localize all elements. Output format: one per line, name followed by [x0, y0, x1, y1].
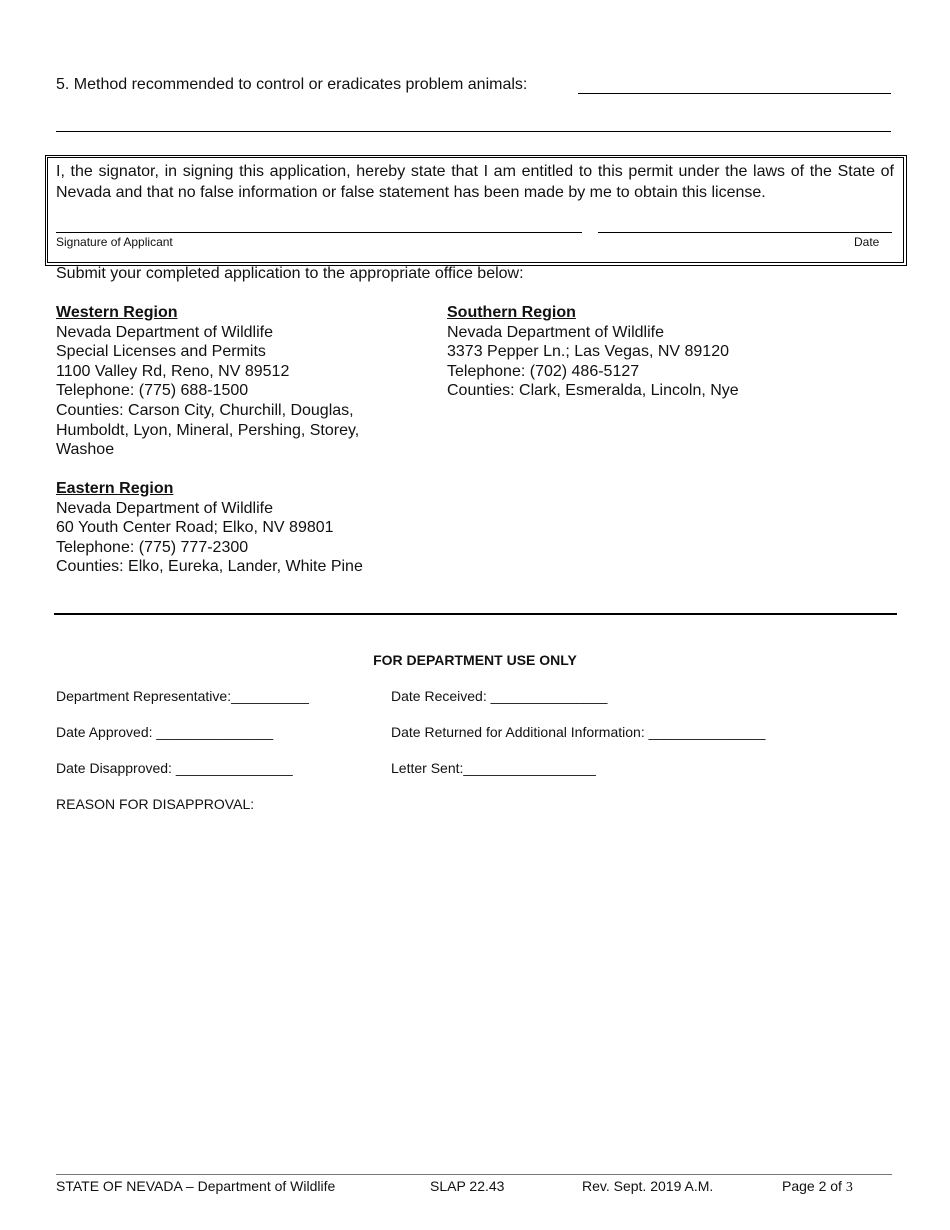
western-region-line: Special Licenses and Permits: [56, 343, 266, 361]
date-received-field[interactable]: Date Received: _______________: [391, 688, 608, 704]
question-5-answer-line[interactable]: [578, 93, 891, 94]
western-region-block: [56, 303, 401, 460]
footer-revision: Rev. Sept. 2019 A.M.: [582, 1178, 714, 1194]
footer-page-prefix: Page 2 of: [782, 1178, 846, 1194]
southern-region-line: Telephone: (702) 486-5127: [447, 362, 640, 380]
southern-region-counties: Counties: Clark, Esmeralda, Lincoln, Nye: [447, 382, 739, 400]
signature-label: Signature of Applicant: [56, 235, 173, 249]
western-region-line: Telephone: (775) 688-1500: [56, 382, 249, 400]
western-region-counties: Counties: Carson City, Churchill, Douglas, Humboldt, Lyon, Mineral, Pershing, Storey, Washoe: [56, 401, 360, 459]
date-label: Date: [854, 235, 880, 249]
southern-region-block: [447, 303, 807, 401]
footer-page-total: 3: [845, 1180, 853, 1195]
eastern-region-counties: Counties: Elko, Eureka, Lander, White Pine: [56, 558, 363, 576]
signature-line[interactable]: [56, 232, 582, 233]
footer-rule: [56, 1174, 892, 1175]
date-approved-field[interactable]: Date Approved: _______________: [56, 724, 274, 740]
western-region-line: 1100 Valley Rd, Reno, NV 89512: [56, 362, 290, 380]
footer-page-number: [782, 1178, 853, 1196]
declaration-text: I, the signator, in signing this application, hereby state that I am entitled to this permit under the laws of the State of Nevada and that no false information or false statement has been made by me to obtain this license.: [56, 163, 894, 201]
footer-form-code: SLAP 22.43: [430, 1178, 505, 1194]
western-region-line: Nevada Department of Wildlife: [56, 323, 273, 341]
question-5-answer-line-2[interactable]: [56, 131, 891, 132]
department-representative-field[interactable]: Department Representative:__________: [56, 688, 309, 704]
section-divider: [54, 613, 897, 615]
eastern-region-title: Eastern Region: [56, 480, 174, 497]
southern-region-line: 3373 Pepper Ln.; Las Vegas, NV 89120: [447, 343, 729, 361]
eastern-region-line: 60 Youth Center Road; Elko, NV 89801: [56, 519, 334, 537]
eastern-region-line: Telephone: (775) 777-2300: [56, 538, 249, 556]
eastern-region-block: [56, 479, 416, 577]
eastern-region-line: Nevada Department of Wildlife: [56, 499, 273, 517]
western-region-title: Western Region: [56, 304, 178, 321]
date-returned-field[interactable]: Date Returned for Additional Information: _______________: [391, 724, 766, 740]
footer-agency: STATE OF NEVADA – Department of Wildlife: [56, 1178, 336, 1194]
reason-for-disapproval-label: REASON FOR DISAPPROVAL:: [56, 796, 255, 812]
date-disapproved-field[interactable]: Date Disapproved: _______________: [56, 760, 293, 776]
letter-sent-field[interactable]: Letter Sent:_________________: [391, 760, 596, 776]
question-5-label: 5. Method recommended to control or eradicates problem animals:: [56, 76, 528, 93]
southern-region-title: Southern Region: [447, 304, 576, 321]
department-use-title: FOR DEPARTMENT USE ONLY: [373, 652, 577, 668]
submit-instructions: Submit your completed application to the appropriate office below:: [56, 265, 524, 282]
date-line[interactable]: [598, 232, 892, 233]
southern-region-line: Nevada Department of Wildlife: [447, 323, 664, 341]
